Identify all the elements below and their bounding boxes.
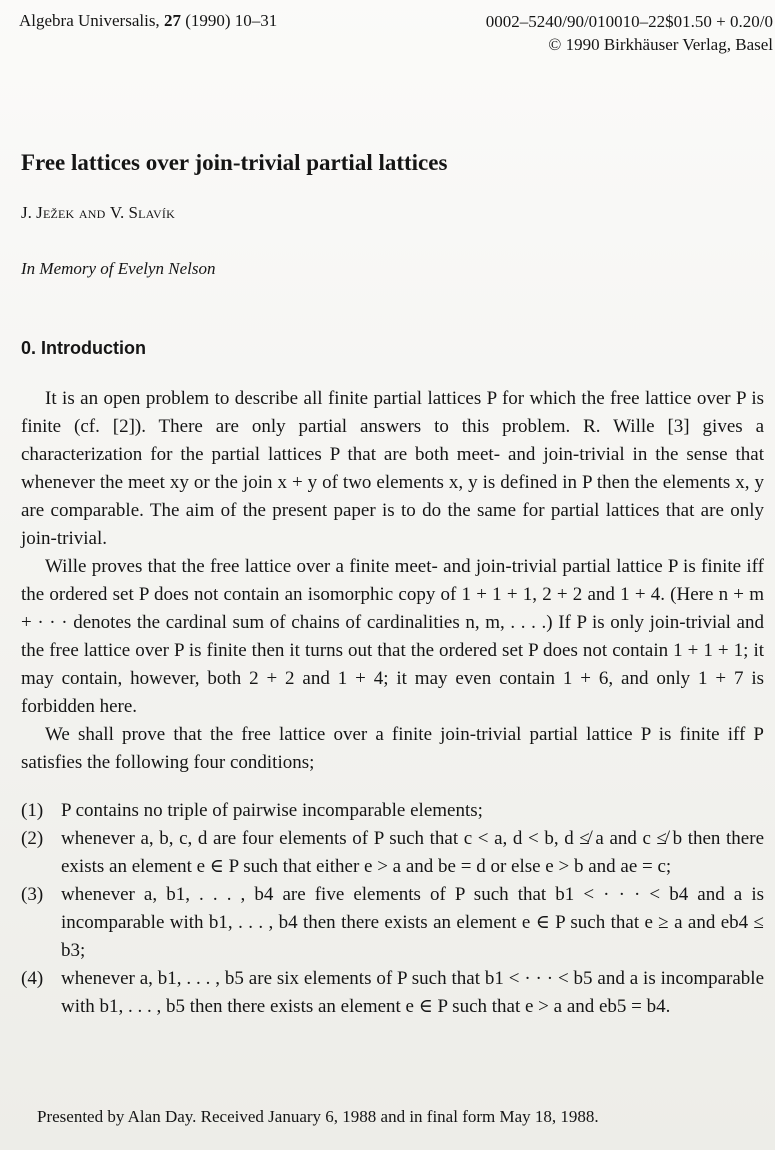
paper-title: Free lattices over join-trivial partial lattices	[21, 150, 448, 175]
paragraph-main-theorem: We shall prove that the free lattice over a finite join-trivial partial lattice P is finite iff P satisfies the following four conditions;	[21, 724, 764, 773]
author-prefix: J.	[21, 203, 37, 222]
author-line	[21, 202, 175, 224]
condition-number: (3)	[21, 884, 44, 905]
submission-note: Presented by Alan Day. Received January 6, 1988 and in final form May 18, 1988.	[37, 1107, 599, 1126]
journal-pages: (1990) 10–31	[180, 11, 278, 30]
condition-item	[21, 825, 764, 881]
condition-number: (2)	[21, 828, 44, 849]
condition-number: (1)	[21, 800, 44, 821]
section-heading: 0. Introduction	[21, 338, 146, 358]
journal-citation	[19, 10, 277, 32]
publication-code-block	[486, 10, 773, 56]
memorial-dedication: In Memory of Evelyn Nelson	[21, 259, 216, 278]
condition-text: P contains no triple of pairwise incomparable elements;	[61, 800, 483, 821]
author-two-prefix: V.	[109, 203, 129, 222]
condition-text: whenever a, b1, . . . , b5 are six elements of P such that b1 < · · · < b5 and a is incomparable with b1, . . . , b5 then there exists an element e ∈ P such that e > a and eb5 = b4.	[61, 968, 764, 1017]
condition-text: whenever a, b, c, d are four elements of P such that c < a, d < b, d ≰ a and c ≰ b then there exists an element e ∈ P such that either e > a and be = d or else e > b and ae = c;	[61, 828, 764, 877]
paragraph-open-problem: It is an open problem to describe all finite partial lattices P for which the free lattice over P is finite (cf. [2]). There are only partial answers to this problem. R. Wille [3] gives a characterization for the partial lattices P that are both meet- and join-trivial in the sense that whenever the meet xy or the join x + y of two elements x, y is defined in P then the elements x, y are comparable. The aim of the present paper is to do the same for partial lattices that are only join-trivial.	[21, 388, 764, 549]
paragraph-wille-result: Wille proves that the free lattice over a finite meet- and join-trivial partial lattice P is finite iff the ordered set P does not contain an isomorphic copy of 1 + 1 + 1, 2 + 2 and 1 + 4. (Here n + m + · · · denotes the cardinal sum of chains of cardinalities n, m, . . . .) If P is only join-trivial and the free lattice over P is finite then it turns out that the ordered set P does not contain 1 + 1 + 1; it may contain, however, both 2 + 2 and 1 + 4; it may even contain 1 + 6, and only 1 + 7 is forbidden here.	[21, 556, 764, 717]
condition-text: whenever a, b1, . . . , b4 are five elements of P such that b1 < · · · < b4 and a is incomparable with b1, . . . , b4 then there exists an element e ∈ P such that e ≥ a and eb4 ≤ b3;	[61, 884, 764, 961]
author-two: Slavík	[128, 203, 175, 222]
condition-item	[21, 797, 764, 825]
author-one: Ježek	[36, 203, 75, 222]
copyright-line: © 1990 Birkhäuser Verlag, Basel	[548, 35, 773, 54]
publication-code: 0002–5240/90/010010–22$01.50 + 0.20/0	[485, 12, 773, 31]
introduction-body	[21, 385, 764, 1021]
condition-list	[21, 797, 764, 1021]
condition-number: (4)	[21, 968, 44, 989]
journal-name: Algebra Universalis,	[19, 11, 164, 30]
journal-volume: 27	[163, 11, 181, 30]
condition-item	[21, 965, 764, 1021]
author-separator: and	[74, 203, 110, 222]
condition-item	[21, 881, 764, 965]
